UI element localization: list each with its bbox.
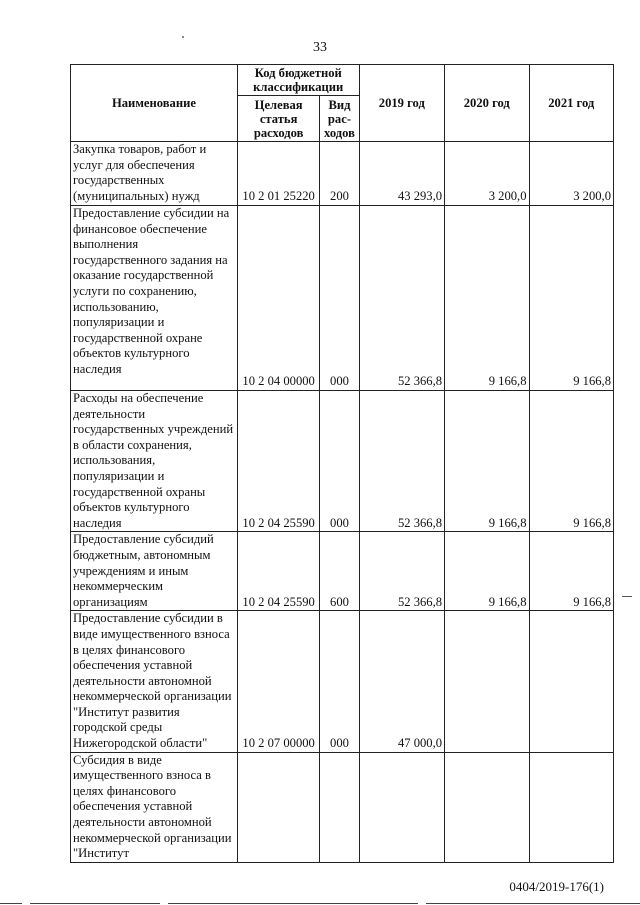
header-year-2021: 2021 год (529, 65, 614, 142)
table-row (71, 206, 614, 391)
row-value-2021: 9 166,8 (529, 532, 614, 611)
table-row (71, 391, 614, 532)
row-value-2020: 9 166,8 (445, 532, 529, 611)
row-expense-kind: 200 (320, 142, 359, 206)
header-expense-kind: Вид рас-ходов (320, 96, 359, 142)
header-year-2019: 2019 год (359, 65, 444, 142)
document-id: 0404/2019-176(1) (509, 879, 604, 894)
row-value-2020: 3 200,0 (445, 142, 529, 206)
row-target-code (237, 752, 319, 862)
row-value-2019 (359, 752, 444, 862)
header-target-article: Целевая статья расходов (237, 96, 319, 142)
row-value-2021 (529, 611, 614, 752)
table-row (71, 611, 614, 752)
page-number: 33 (313, 40, 327, 55)
row-name: Предоставление субсидии на финансовое обеспечение выполнения государственного задания на оказание государственной услуги по сохранению, использованию, популяризации и государственной охране объектов культурного наследия (71, 206, 238, 391)
row-value-2019: 52 366,8 (359, 532, 444, 611)
row-value-2019: 52 366,8 (359, 391, 444, 532)
row-value-2020 (445, 611, 529, 752)
row-value-2019: 43 293,0 (359, 142, 444, 206)
bottom-border (0, 903, 640, 904)
table-row (71, 752, 614, 862)
row-expense-kind: 000 (320, 611, 359, 752)
row-value-2021: 3 200,0 (529, 142, 614, 206)
row-name: Предоставление субсидий бюджетным, автономным учреждениям и иным некоммерческим организациям (71, 532, 238, 611)
row-target-code: 10 2 01 25220 (237, 142, 319, 206)
margin-mark (622, 596, 632, 597)
header-name: Наименование (71, 65, 238, 142)
scan-speck (182, 36, 184, 38)
row-value-2020: 9 166,8 (445, 206, 529, 391)
row-name: Предоставление субсидии в виде имущественного взноса в целях финансового обеспечения уставной деятельности автономной некоммерческой организации "Институт развития городской среды Нижегородской области" (71, 611, 238, 752)
table-row (71, 142, 614, 206)
table-row (71, 532, 614, 611)
row-value-2019: 47 000,0 (359, 611, 444, 752)
row-value-2020: 9 166,8 (445, 391, 529, 532)
row-value-2020 (445, 752, 529, 862)
row-target-code: 10 2 04 00000 (237, 206, 319, 391)
row-name: Расходы на обеспечение деятельности государственных учреждений в области сохранения, использования, популяризации и государственной охраны объектов культурного наследия (71, 391, 238, 532)
row-expense-kind: 600 (320, 532, 359, 611)
row-name: Закупка товаров, работ и услуг для обеспечения государственных (муниципальных) нужд (71, 142, 238, 206)
row-target-code: 10 2 07 00000 (237, 611, 319, 752)
row-value-2019: 52 366,8 (359, 206, 444, 391)
row-expense-kind: 000 (320, 391, 359, 532)
row-target-code: 10 2 04 25590 (237, 532, 319, 611)
row-expense-kind (320, 752, 359, 862)
row-value-2021: 9 166,8 (529, 206, 614, 391)
row-value-2021: 9 166,8 (529, 391, 614, 532)
budget-table (70, 64, 614, 863)
row-value-2021 (529, 752, 614, 862)
row-target-code: 10 2 04 25590 (237, 391, 319, 532)
row-name: Субсидия в виде имущественного взноса в целях финансового обеспечения уставной деятельности автономной некоммерческой организации "Институт (71, 752, 238, 862)
header-year-2020: 2020 год (445, 65, 529, 142)
header-budget-code: Код бюджетной классификации (237, 65, 359, 96)
row-expense-kind: 000 (320, 206, 359, 391)
